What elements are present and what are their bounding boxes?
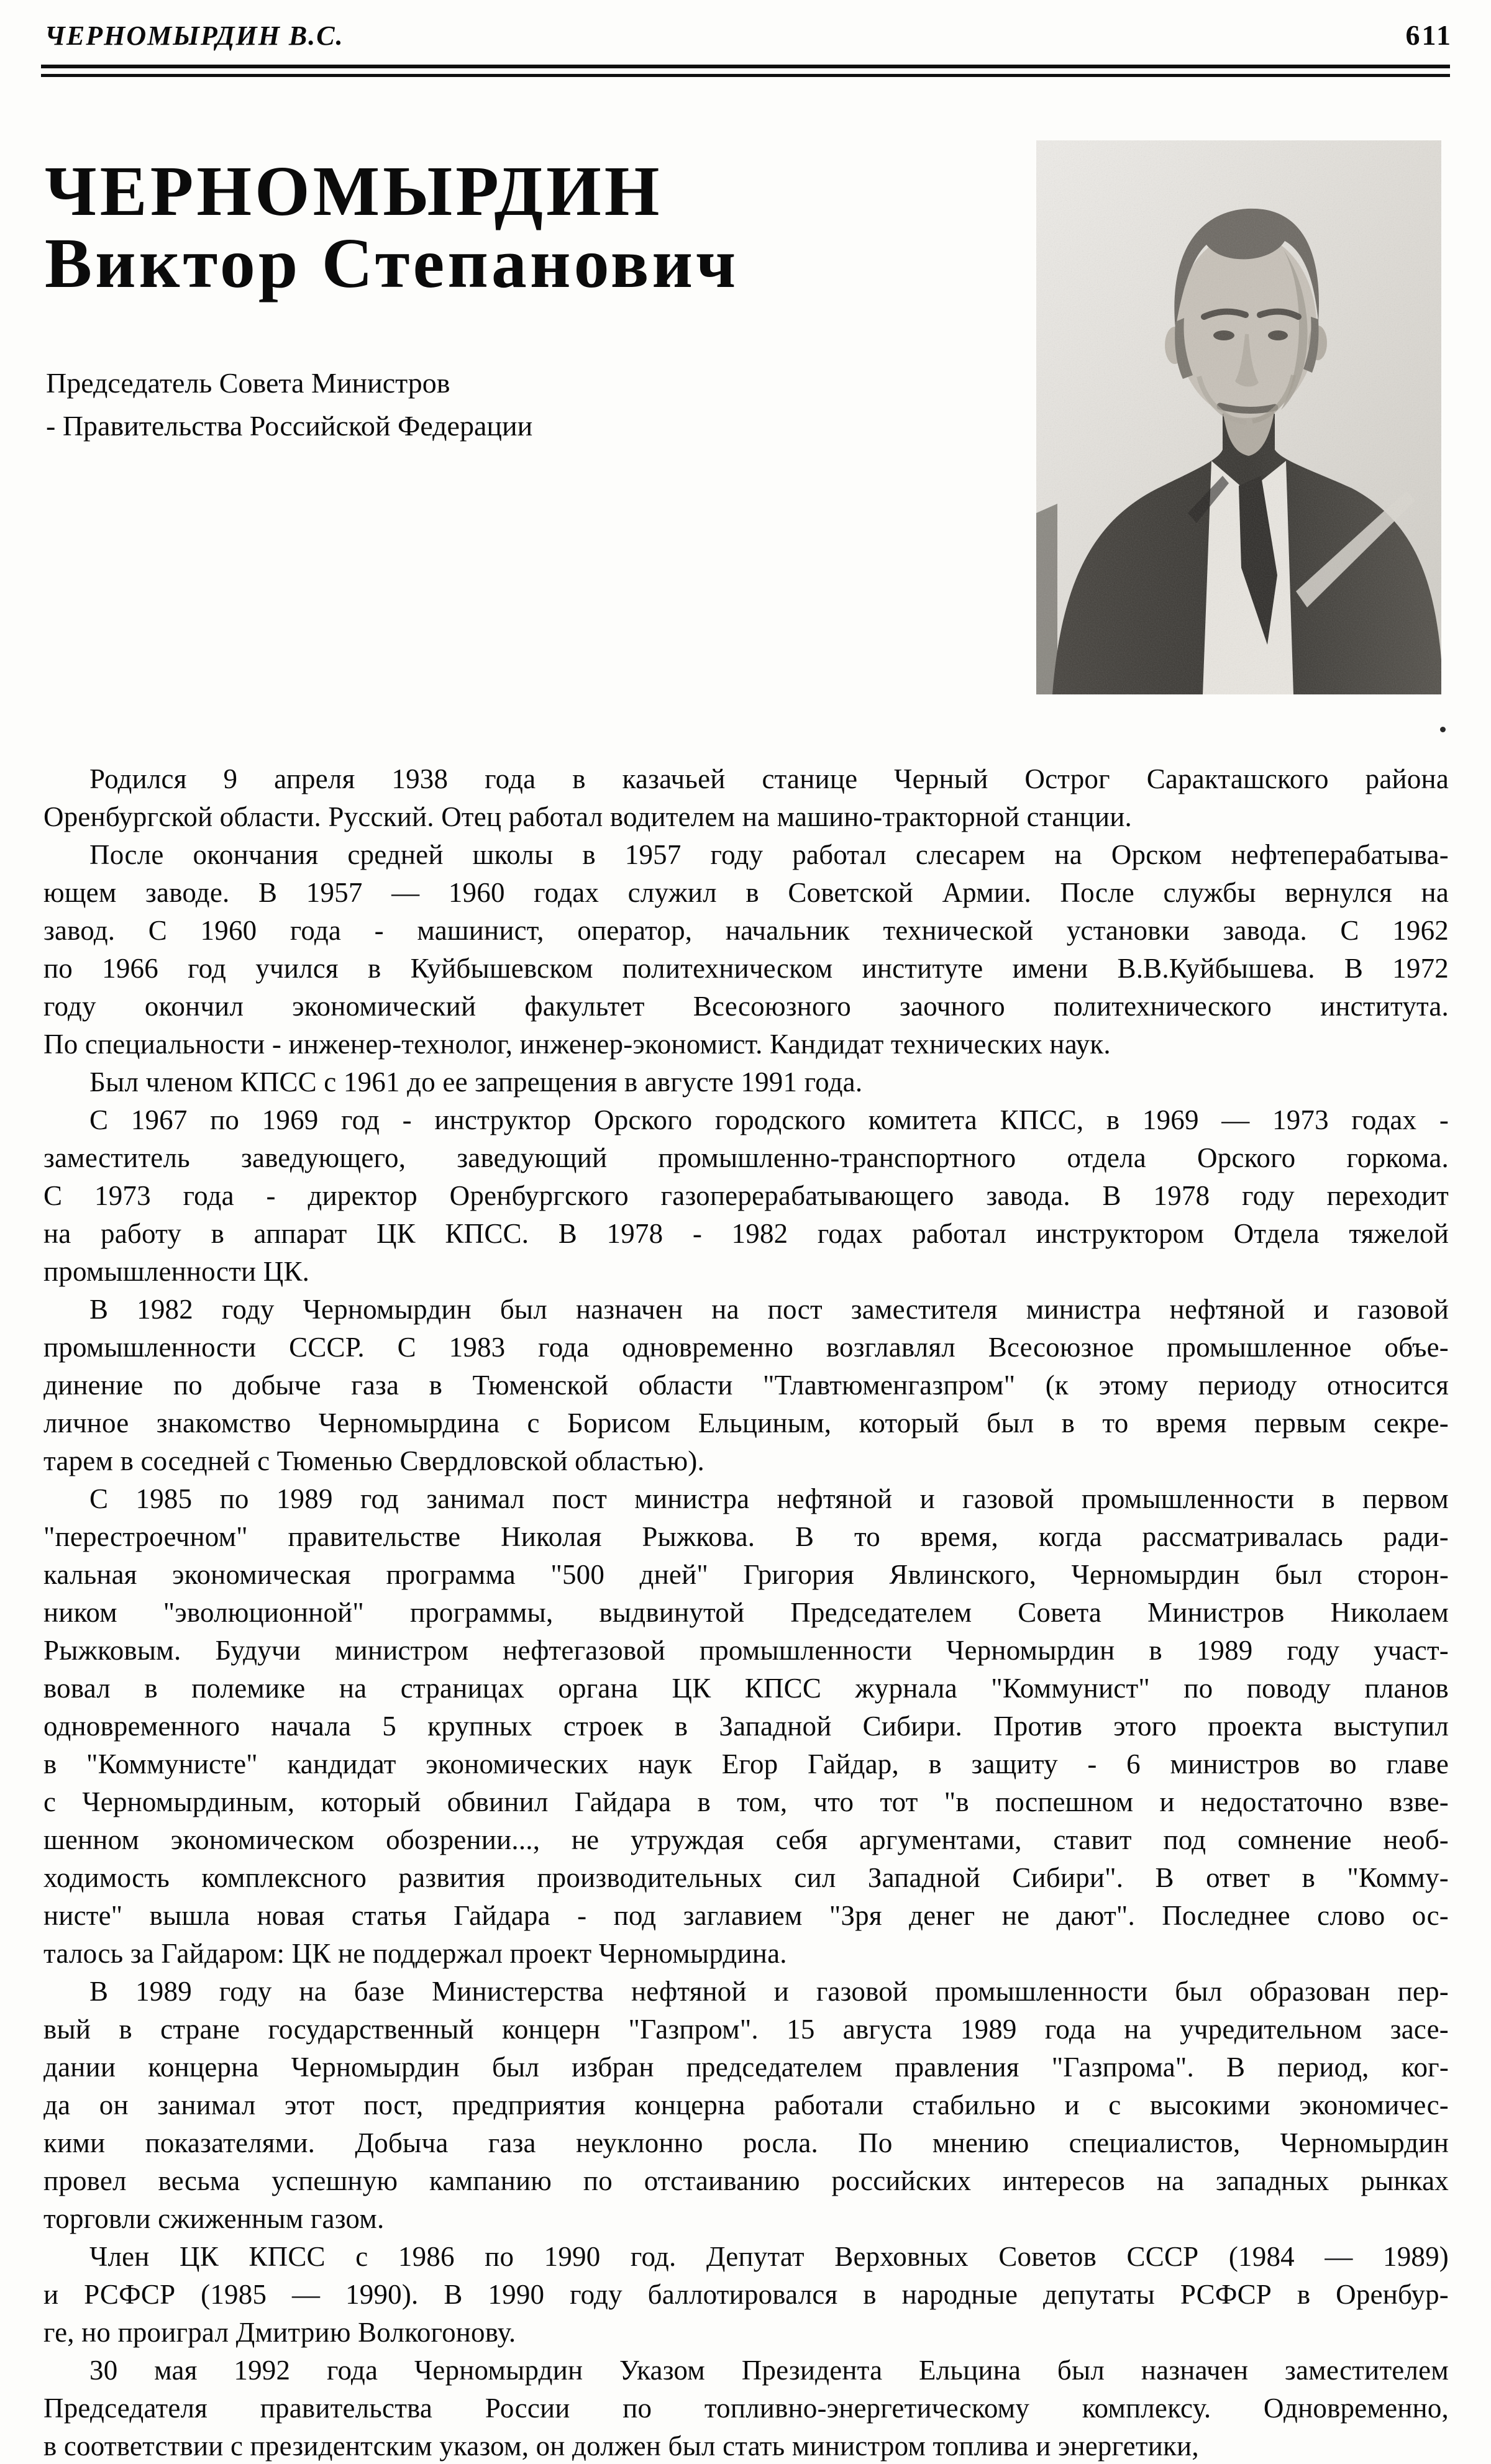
paragraph — [43, 2238, 1449, 2352]
body-line: С 1973 года - директор Оренбургского газоперерабатывающего завода. В 1978 году переходит — [43, 1180, 1449, 1211]
body-line: по 1966 год учился в Куйбышевском политехническом институте имени В.В.Куйбышева. В 1972 — [43, 953, 1449, 984]
body-line: завод. С 1960 года - машинист, оператор, начальник технической установки завода. С 1962 — [43, 915, 1449, 946]
body-line: провел весьма успешную кампанию по отстаиванию российских интересов на западных рынках — [43, 2165, 1449, 2196]
body-line: вовал в полемике на страницах органа ЦК КПСС журнала "Коммунист" по поводу планов — [43, 1673, 1449, 1704]
portrait-photo — [1036, 140, 1441, 694]
body-line: кими показателями. Добыча газа неуклонно росла. По мнению специалистов, Черномырдин — [43, 2127, 1449, 2158]
body-line: кальная экономическая программа "500 дней" Григория Явлинского, Черномырдин был сторон- — [43, 1559, 1449, 1590]
body-line: После окончания средней школы в 1957 году работал слесарем на Орском нефтеперабатыва- — [89, 839, 1449, 870]
body-line: Оренбургской области. Русский. Отец работал водителем на машино-тракторной станции. — [43, 801, 1132, 832]
body-line: талось за Гайдаром: ЦК не поддержал проект Черномырдина. — [43, 1938, 787, 1969]
body-text — [43, 760, 1449, 2464]
header-rule-bottom — [41, 74, 1450, 77]
header-rule-top — [41, 65, 1450, 68]
entry-title-name-patronymic: Виктор Степанович — [45, 224, 739, 302]
running-header — [45, 19, 1452, 52]
body-line: да он занимал этот пост, предприятия концерна работали стабильно и с высокими экономичес- — [43, 2089, 1449, 2121]
body-line: дании концерна Черномырдин был избран председателем правления "Газпрома". В период, ког- — [43, 2052, 1449, 2083]
body-line: Был членом КПСС с 1961 до ее запрещения в августе 1991 года. — [89, 1066, 863, 1098]
body-line: ющем заводе. В 1957 — 1960 годах служил в Советской Армии. После службы вернулся на — [43, 877, 1449, 908]
body-line: тарем в соседней с Тюменью Свердловской областью). — [43, 1445, 704, 1476]
body-line: С 1967 по 1969 год - инструктор Орского городского комитета КПСС, в 1969 — 1973 годах - — [89, 1104, 1449, 1135]
body-line: промышленности ЦК. — [43, 1256, 310, 1287]
body-line: Член ЦК КПСС с 1986 по 1990 год. Депутат Верховных Советов СССР (1984 — 1989) — [89, 2241, 1449, 2272]
body-line: вый в стране государственный концерн "Газпром". 15 августа 1989 года на учредительном засе- — [43, 2014, 1449, 2045]
body-line: ходимость комплексного развития производительных сил Западной Сибири". В ответ в "Комму- — [43, 1862, 1449, 1893]
paragraph — [43, 1063, 1449, 1101]
entry-title-surname: ЧЕРНОМЫРДИН — [45, 152, 663, 230]
paragraph — [43, 836, 1449, 1063]
body-line: шенном экономическом обозрении..., не утруждая себя аргументами, ставит под сомнение необ- — [43, 1824, 1449, 1855]
paragraph — [43, 1480, 1449, 1973]
body-line: в соответствии с президентским указом, он должен был стать министром топлива и энергетики, — [43, 2430, 1199, 2462]
body-line: году окончил экономический факультет Всесоюзного заочного политехнического института. — [43, 991, 1449, 1022]
body-line: ником "эволюционной" программы, выдвинутой Председателем Совета Министров Николаем — [43, 1597, 1449, 1628]
page-number: 611 — [1405, 19, 1452, 51]
paragraph — [43, 1291, 1449, 1480]
portrait-image — [1036, 140, 1441, 694]
body-line: В 1982 году Черномырдин был назначен на пост заместителя министра нефтяной и газовой — [89, 1294, 1449, 1325]
entry-title — [45, 152, 739, 302]
body-line: торговли сжиженным газом. — [43, 2203, 385, 2234]
body-line: ге, но проиграл Дмитрию Волкогонову. — [43, 2317, 516, 2348]
paragraph — [43, 760, 1449, 836]
stray-mark — [1440, 727, 1446, 732]
body-line: По специальности - инженер-технолог, инженер-экономист. Кандидат технических наук. — [43, 1029, 1111, 1060]
body-line: и РСФСР (1985 — 1990). В 1990 году баллотировался в народные депутаты РСФСР в Оренбур- — [43, 2279, 1449, 2310]
body-line: нисте" вышла новая статья Гайдара - под заглавием "Зря денег не дают". Последнее слово ос- — [43, 1900, 1449, 1931]
entry-position-line1: Председатель Совета Министров — [46, 367, 450, 399]
body-line: динение по добыче газа в Тюменской области "Тлавтюменгазпром" (к этому периоду относится — [43, 1370, 1449, 1401]
body-line: В 1989 году на базе Министерства нефтяной и газовой промышленности был образован пер- — [89, 1976, 1449, 2007]
body-line: Родился 9 апреля 1938 года в казачьей станице Черный Острог Саракташского района — [89, 763, 1449, 794]
body-line: личное знакомство Черномырдина с Борисом Ельциным, который был в то время первым секре- — [43, 1407, 1449, 1439]
body-line: Рыжковым. Будучи министром нефтегазовой промышленности Черномырдин в 1989 году участ- — [43, 1635, 1449, 1666]
entry-position-line2: - Правительства Российской Федерации — [46, 410, 533, 442]
paragraph — [43, 1101, 1449, 1291]
body-line: промышленности СССР. С 1983 года одновременно возглавлял Всесоюзное промышленное объе- — [43, 1332, 1449, 1363]
body-line: с Черномырдиным, который обвинил Гайдара в том, что тот "в поспешном и недостаточно взве- — [43, 1786, 1449, 1817]
entry-position — [46, 361, 532, 447]
body-line: в "Коммунисте" кандидат экономических наук Егор Гайдар, в защиту - 6 министров во главе — [43, 1748, 1449, 1780]
body-line: заместитель заведующего, заведующий промышленно-транспортного отдела Орского горкома. — [43, 1142, 1449, 1173]
paragraph — [43, 2352, 1449, 2464]
body-line: на работу в аппарат ЦК КПСС. В 1978 - 1982 годах работал инструктором Отдела тяжелой — [43, 1218, 1449, 1249]
body-line: одновременного начала 5 крупных строек в Западной Сибири. Против этого проекта выступил — [43, 1711, 1449, 1742]
body-line: 30 мая 1992 года Черномырдин Указом Президента Ельцина был назначен заместителем — [89, 2355, 1449, 2386]
body-line: С 1985 по 1989 год занимал пост министра нефтяной и газовой промышленности в первом — [89, 1483, 1449, 1514]
running-title: ЧЕРНОМЫРДИН В.С. — [45, 20, 344, 51]
paragraph — [43, 1973, 1449, 2238]
body-line: Председателя правительства России по топливно-энергетическому комплексу. Одновременно, — [43, 2393, 1449, 2424]
body-line: "перестроечном" правительстве Николая Рыжкова. В то время, когда рассматривалась ради- — [43, 1521, 1449, 1552]
